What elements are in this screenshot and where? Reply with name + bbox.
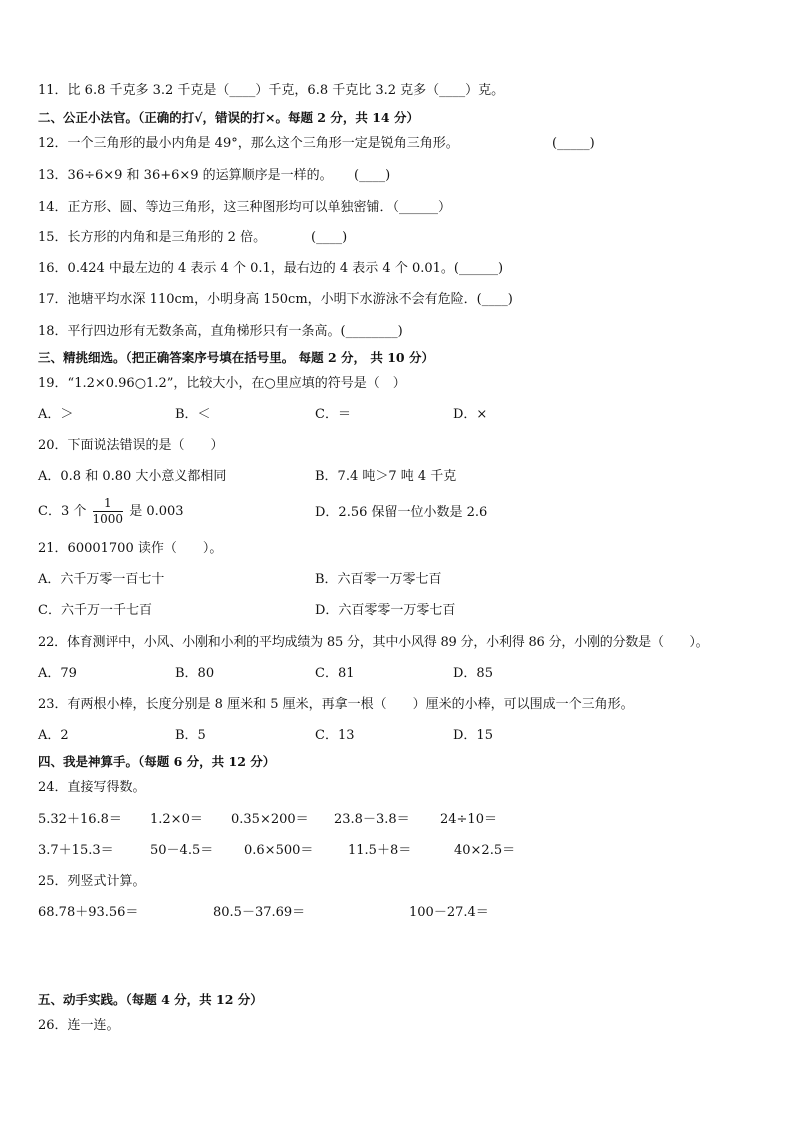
fraction-denominator: 1000 bbox=[92, 512, 124, 526]
question-19-option-c: C．＝ bbox=[315, 407, 351, 422]
q24-item: 50－4.5＝ bbox=[150, 843, 214, 858]
question-19-option-a: A．＞ bbox=[38, 407, 74, 422]
option-c-prefix: C．3 个 bbox=[38, 504, 87, 519]
q24-item: 0.6×500＝ bbox=[244, 843, 314, 858]
question-21-option-c: C．六千万一千七百 bbox=[38, 603, 152, 618]
question-20: 20．下面说法错误的是（ ） bbox=[38, 438, 224, 453]
question-21-option-d: D．六百零零一万零七百 bbox=[315, 603, 456, 618]
question-16: 16．0.424 中最左边的 4 表示 4 个 0.1，最右边的 4 表示 4 个 0.01。(______) bbox=[38, 261, 504, 276]
question-21-option-b: B．六百零一万零七百 bbox=[315, 572, 442, 587]
fraction-numerator: 1 bbox=[103, 496, 112, 510]
fraction-one-thousandth bbox=[93, 497, 124, 526]
question-17: 17．池塘平均水深 110cm，小明身高 150cm，小明下水游泳不会有危险．(____) bbox=[38, 292, 513, 307]
question-22-option-b: B．80 bbox=[175, 666, 215, 681]
section-2-heading: 二、公正小法官。（正确的打√，错误的打×。每题 2 分，共 14 分） bbox=[38, 110, 419, 125]
question-25: 25．列竖式计算。 bbox=[38, 874, 146, 889]
section-4-heading: 四、我是神算手。（每题 6 分，共 12 分） bbox=[38, 754, 276, 769]
question-18: 18．平行四边形有无数条高，直角梯形只有一条高。(________) bbox=[38, 324, 403, 339]
q24-item: 24÷10＝ bbox=[440, 812, 497, 827]
question-15: 15．长方形的内角和是三角形的 2 倍。 bbox=[38, 230, 267, 245]
question-19: 19．“1.2×0.96○1.2”，比较大小，在○里应填的符号是（ ） bbox=[38, 376, 406, 391]
question-12: 12．一个三角形的最小内角是 49°，那么这个三角形一定是锐角三角形。 bbox=[38, 136, 459, 151]
q24-item: 1.2×0＝ bbox=[150, 812, 203, 827]
section-5-heading: 五、动手实践。（每题 4 分，共 12 分） bbox=[38, 992, 263, 1007]
question-13: 13．36÷6×9 和 36+6×9 的运算顺序是一样的。 bbox=[38, 168, 333, 183]
question-22: 22．体育测评中，小风、小刚和小利的平均成绩为 85 分，其中小风得 89 分，小利得 86 分，小刚的分数是（ ）。 bbox=[38, 635, 709, 650]
question-22-option-d: D．85 bbox=[453, 666, 493, 681]
q25-item: 68.78＋93.56＝ bbox=[38, 905, 139, 920]
question-19-option-b: B．＜ bbox=[175, 407, 211, 422]
question-20-option-a: A．0.8 和 0.80 大小意义都相同 bbox=[38, 469, 227, 484]
question-23-option-a: A．2 bbox=[38, 728, 69, 743]
question-21: 21．60001700 读作（ ）。 bbox=[38, 541, 223, 556]
question-23-option-c: C．13 bbox=[315, 728, 355, 743]
question-15-answer-blank: (____) bbox=[311, 230, 348, 245]
question-20-option-b: B．7.4 吨＞7 吨 4 千克 bbox=[315, 469, 457, 484]
question-12-answer-blank: (_____) bbox=[552, 136, 595, 151]
question-23-option-b: B．5 bbox=[175, 728, 206, 743]
q24-item: 5.32＋16.8＝ bbox=[38, 812, 122, 827]
option-c-suffix: 是 0.003 bbox=[129, 504, 184, 519]
q24-item: 0.35×200＝ bbox=[231, 812, 309, 827]
question-19-option-d: D．× bbox=[453, 407, 488, 422]
q24-item: 40×2.5＝ bbox=[454, 843, 516, 858]
q24-item: 23.8－3.8＝ bbox=[334, 812, 410, 827]
question-14: 14．正方形、圆、等边三角形，这三种图形均可以单独密铺．（______） bbox=[38, 200, 452, 215]
q24-item: 3.7＋15.3＝ bbox=[38, 843, 114, 858]
section-3-heading: 三、精挑细选。（把正确答案序号填在括号里。 每题 2 分， 共 10 分） bbox=[38, 350, 434, 365]
question-23: 23．有两根小棒，长度分别是 8 厘米和 5 厘米，再拿一根（ ）厘米的小棒，可以围成一个三角形。 bbox=[38, 697, 634, 712]
question-22-option-a: A．79 bbox=[38, 666, 77, 681]
question-20-option-c bbox=[38, 495, 184, 529]
question-11: 11．比 6.8 千克多 3.2 千克是（____）千克，6.8 千克比 3.2 克多（____）克。 bbox=[38, 83, 505, 98]
q25-item: 100－27.4＝ bbox=[409, 905, 489, 920]
question-23-option-d: D．15 bbox=[453, 728, 493, 743]
q24-item: 11.5＋8＝ bbox=[348, 843, 412, 858]
question-21-option-a: A．六千万零一百七十 bbox=[38, 572, 165, 587]
question-24: 24．直接写得数。 bbox=[38, 780, 146, 795]
q25-item: 80.5－37.69＝ bbox=[213, 905, 306, 920]
question-26: 26．连一连。 bbox=[38, 1018, 120, 1033]
question-13-answer-blank: (____) bbox=[354, 168, 391, 183]
question-20-option-d: D．2.56 保留一位小数是 2.6 bbox=[315, 505, 488, 520]
question-22-option-c: C．81 bbox=[315, 666, 355, 681]
